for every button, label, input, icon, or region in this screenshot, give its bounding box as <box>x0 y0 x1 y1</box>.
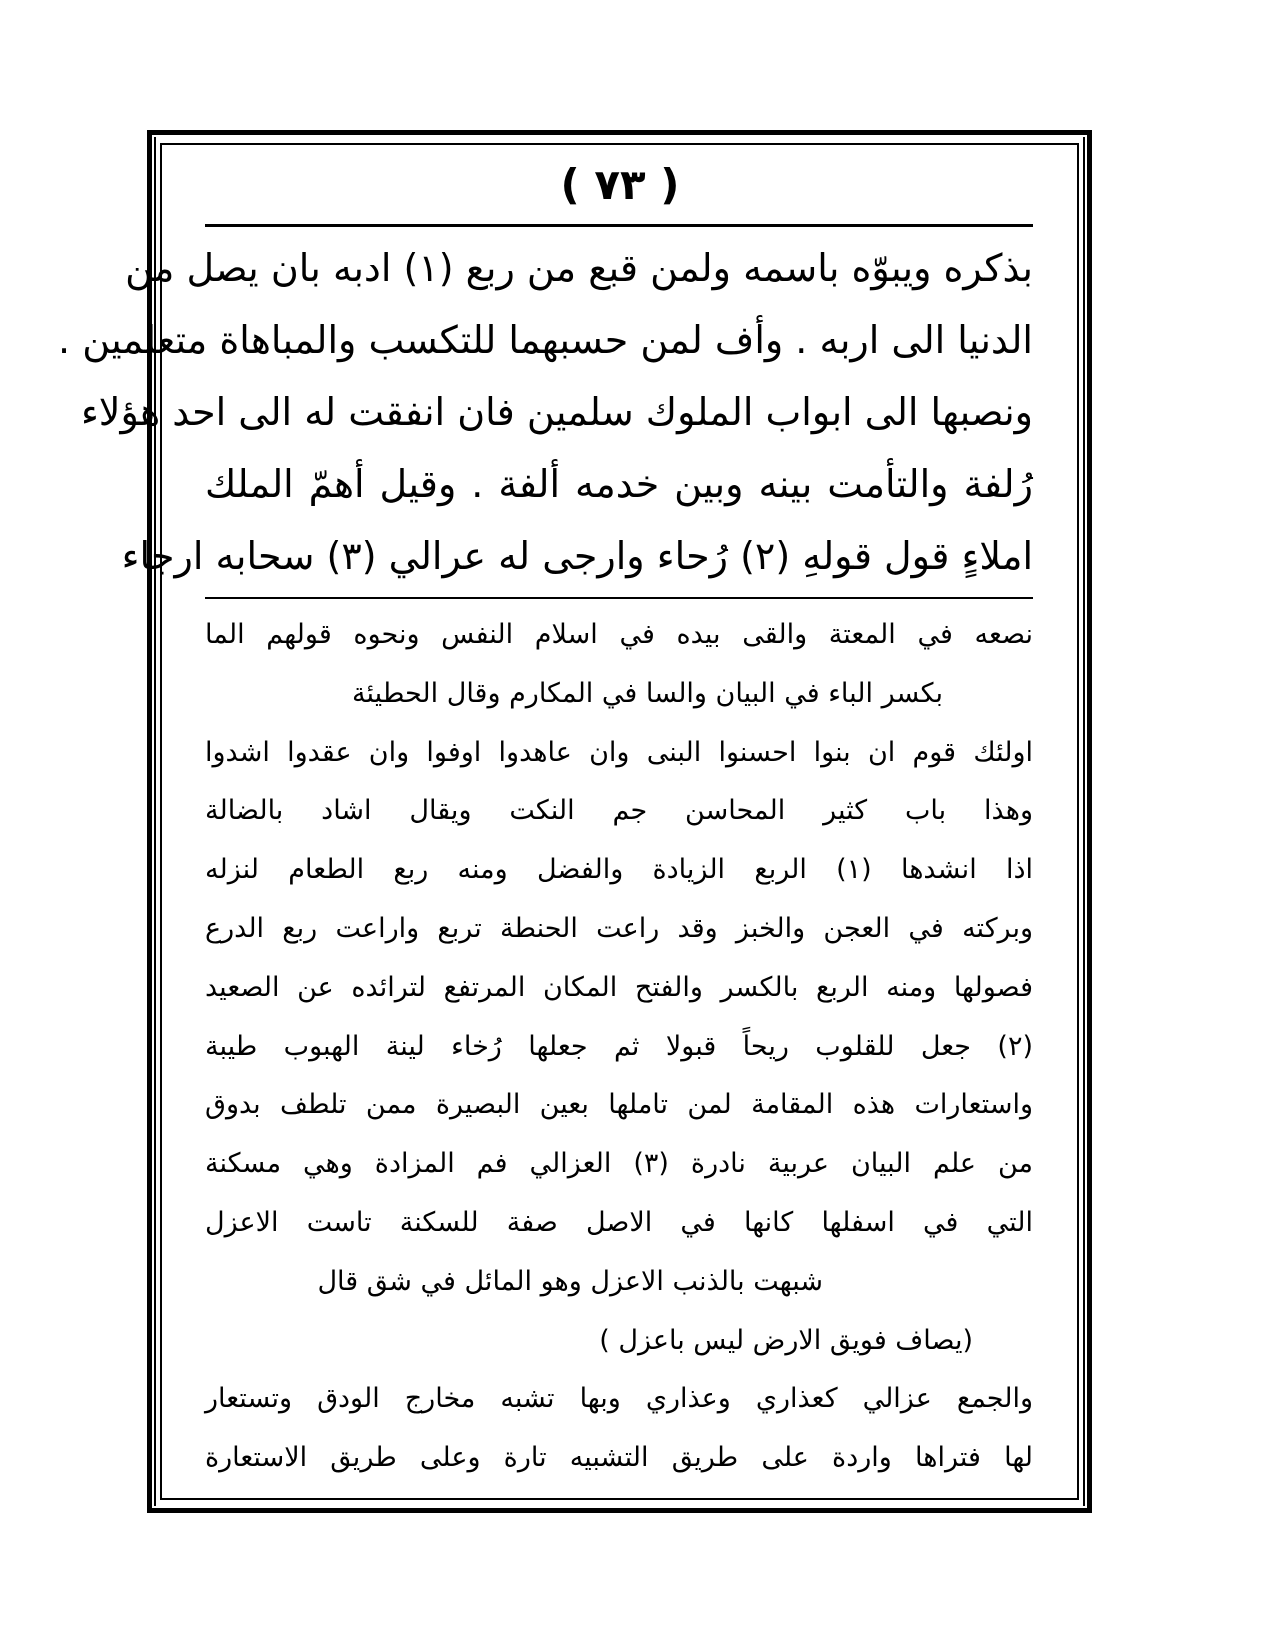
page-number: ( ٧٣ ) <box>560 160 680 209</box>
footnote-line: وبركته في العجن والخبز وقد راعت الحنطة تربع واراعت ربع الدرع <box>205 912 1033 944</box>
footnotes <box>205 606 1033 1488</box>
main-text-line: الدنيا الى اربه . وأف لمن حسبهما للتكسب والمباهاة متعلمين . <box>58 318 1033 362</box>
footnote-line: شبهت بالذنب الاعزل وهو المائل في شق قال <box>317 1265 823 1297</box>
footnote-line: اذا انشدها (١) الربع الزيادة والفضل ومنه ربع الطعام لنزله <box>205 854 1033 886</box>
footnote-line: والجمع عزالي كعذاري وعذاري وبها تشبه مخارج الودق وتستعار <box>205 1383 1033 1415</box>
footnote-verse-line: (يصاف فويق الارض ليس باعزل ) <box>599 1324 973 1356</box>
footnote-line: من علم البيان عربية نادرة (٣) العزالي فم المزادة وهي مسكنة <box>205 1148 1033 1180</box>
footnote-line: بكسر الباء في البيان والسا في المكارم وقال الحطيئة <box>352 677 943 709</box>
main-text-line: رُلفة والتأمت بينه وبين خدمه ألفة . وقيل أهمّ الملك <box>205 462 1033 506</box>
footnote-line: التي في اسفلها كانها في الاصل صفة للسكنة تاست الاعزل <box>205 1206 1033 1238</box>
footnote-line: واستعارات هذه المقامة لمن تاملها بعين البصيرة ممن تلطف بدوق <box>205 1089 1033 1121</box>
header-rule <box>205 224 1033 227</box>
footnote-line: فصولها ومنه الربع بالكسر والفتح المكان المرتفع لترائده عن الصعيد <box>205 971 1033 1003</box>
footnote-line: (٢) جعل للقلوب ريحاً قبولا ثم جعلها رُخاء لينة الهبوب طيبة <box>205 1030 1033 1062</box>
footnote-line: اولئك قوم ان بنوا احسنوا البنى وان عاهدوا اوفوا وان عقدوا اشدوا <box>205 736 1033 768</box>
main-text <box>58 232 1033 592</box>
main-text-line: بذكره ويبوّه باسمه ولمن قبع من ربع (١) ادبه بان يصل من <box>125 246 1033 290</box>
main-text-line: املاءٍ قول قولهِ (٢) رُحاء وارجى له عرالي (٣) سحابه ارجاء <box>121 534 1033 578</box>
footnote-line: لها فتراها واردة على طريق التشبيه تارة وعلى طريق الاستعارة <box>205 1442 1033 1474</box>
footnote-rule <box>205 597 1033 599</box>
page-border-line-right <box>1083 137 1085 1506</box>
footnote-line: نصعه في المعتة والقى بيده في اسلام النفس ونحوه قولهم الما <box>205 619 1033 650</box>
main-text-line: ونصبها الى ابواب الملوك سلمين فان انفقت له الى احد هؤلاء <box>80 390 1033 434</box>
footnote-line: وهذا باب كثير المحاسن جم النكت ويقال اشاد بالضالة <box>205 795 1033 827</box>
